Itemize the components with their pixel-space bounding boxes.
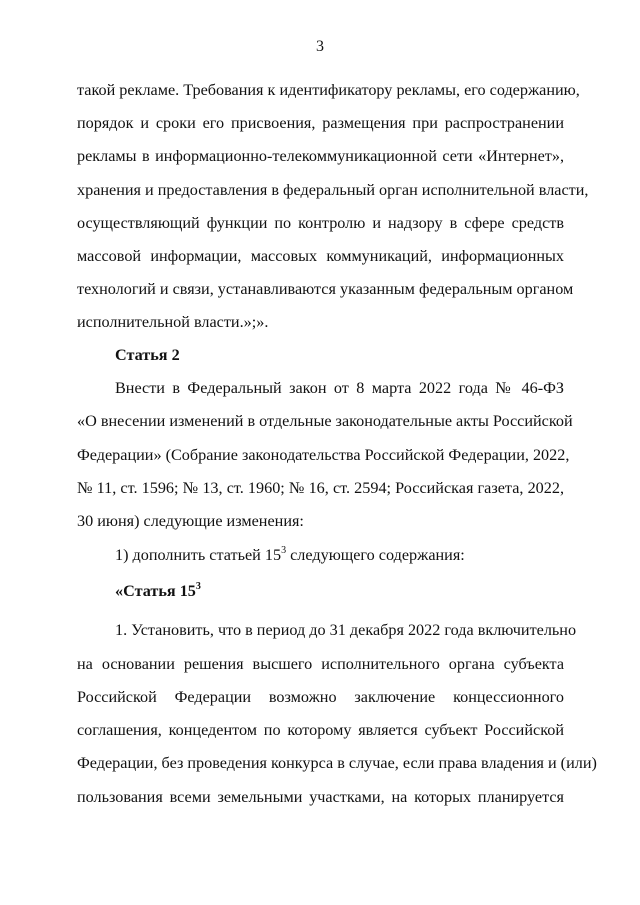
text-line: такой рекламе. Требования к идентификатору рекламы, его содержанию, xyxy=(77,81,580,99)
page-number: 3 xyxy=(316,38,324,55)
text-line: массовой информации, массовых коммуникаций, информационных xyxy=(77,247,564,265)
article-15-3-heading-text: «Статья 15 xyxy=(115,582,196,600)
item-1-text-rest: следующего содержания: xyxy=(286,546,465,564)
text-line: Российской Федерации возможно заключение концессионного xyxy=(77,688,564,706)
item-1-line xyxy=(115,545,564,565)
item-1-superscript: 3 xyxy=(281,545,287,556)
text-line: соглашения, концедентом по которому является субъект Российской xyxy=(77,721,564,739)
text-line: 1. Установить, что в период до 31 декабря 2022 года включительно xyxy=(115,621,577,639)
text-line: рекламы в информационно-телекоммуникационной сети «Интернет», xyxy=(77,147,564,165)
text-line: пользования всеми земельными участками, на которых планируется xyxy=(77,788,564,806)
article-15-3-heading-superscript: 3 xyxy=(195,581,201,592)
text-line: № 11, ст. 1596; № 13, ст. 1960; № 16, ст. 2594; Российская газета, 2022, xyxy=(77,479,564,497)
text-line: на основании решения высшего исполнительного органа субъекта xyxy=(77,655,564,673)
item-1-text: 1) дополнить статьей 15 xyxy=(115,546,282,564)
text-line: хранения и предоставления в федеральный орган исполнительной власти, xyxy=(77,181,589,199)
text-line: Федерации, без проведения конкурса в случае, если права владения и (или) xyxy=(77,754,597,772)
text-line: исполнительной власти.»;». xyxy=(77,313,269,331)
article-2-heading: Статья 2 xyxy=(115,346,180,364)
text-line: Внести в Федеральный закон от 8 марта 2022 года № 46-ФЗ xyxy=(115,379,564,397)
text-line: Федерации» (Собрание законодательства Российской Федерации, 2022, xyxy=(77,446,570,464)
text-line: порядок и сроки его присвоения, размещения при распространении xyxy=(77,114,564,132)
article-15-3-heading xyxy=(115,581,201,601)
text-line: 30 июня) следующие изменения: xyxy=(77,512,304,530)
text-line: осуществляющий функции по контролю и надзору в сфере средств xyxy=(77,214,564,232)
text-line: технологий и связи, устанавливаются указанным федеральным органом xyxy=(77,280,574,298)
text-line: «О внесении изменений в отдельные законодательные акты Российской xyxy=(77,412,573,430)
